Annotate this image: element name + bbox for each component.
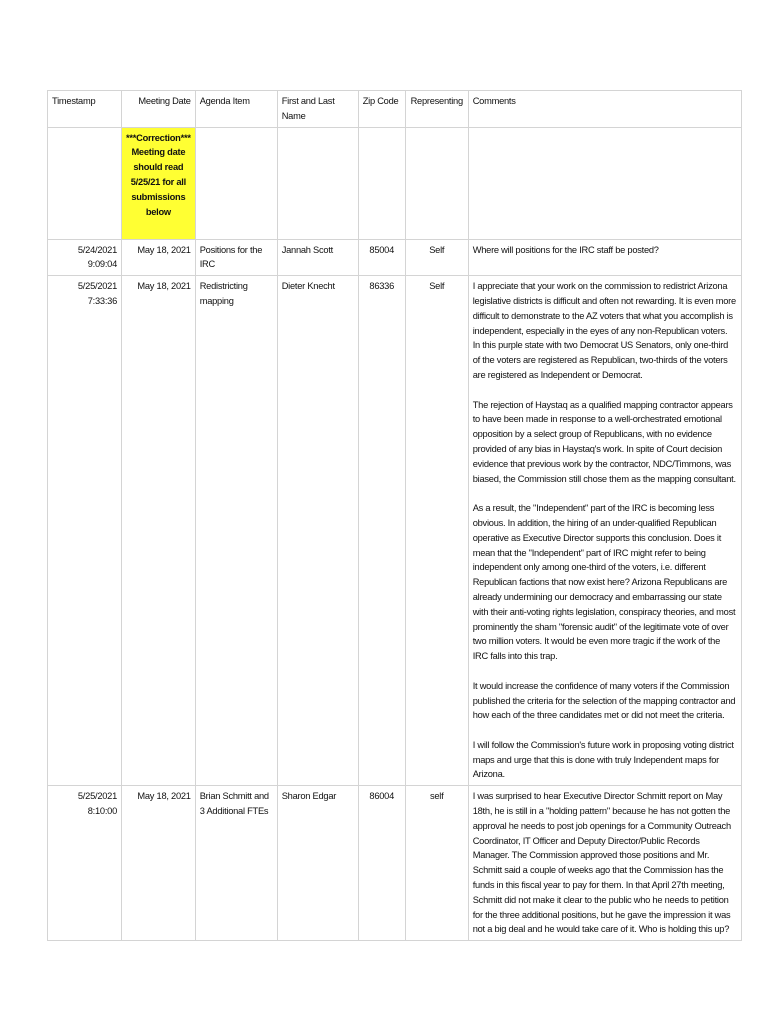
column-header-timestamp: Timestamp	[48, 91, 122, 128]
column-header-meeting-date: Meeting Date	[122, 91, 196, 128]
comment-paragraph: I will follow the Commission's future work in proposing voting district maps and urge that this is done with truly Independent maps for Arizona.	[472, 739, 734, 780]
column-header-zip: Zip Code	[358, 91, 405, 128]
empty-cell	[48, 127, 122, 239]
agenda-item-cell: Positions for the IRC	[195, 239, 277, 276]
name-cell: Sharon Edgar	[277, 786, 358, 941]
comment-paragraph: The rejection of Haystaq as a qualified mapping contractor appears to have been made in response to a well-orchestrated emotional opposition by a select group of Republicans, with no evidence provided of any bias in Haystaq's work. In spite of Court decision evidence that previous work by the contractor, NDC/Timmons, was biased, the Commission still chose them as the mapping consultant.	[472, 399, 736, 484]
column-header-agenda-item: Agenda Item	[195, 91, 277, 128]
table-row	[48, 786, 742, 941]
column-header-comments: Comments	[468, 91, 741, 128]
comments-cell	[468, 786, 741, 941]
agenda-item-cell: Redistricting mapping	[195, 276, 277, 786]
table-row	[48, 239, 742, 276]
representing-cell: Self	[405, 276, 468, 786]
comment-paragraph: I appreciate that your work on the commission to redistrict Arizona legislative districts is difficult and often not rewarding. It is even more difficult to demonstrate to the AZ voters that what you accomplish is independent, especially in the eyes of any non-Republican voters. In this purple state with two Democrat US Senators, only one-third of the voters are registered as Republican, two-thirds of the voters are registered as Independent or Democrat.	[472, 281, 736, 380]
comments-table	[47, 90, 742, 941]
empty-cell	[468, 127, 741, 239]
meeting-date-cell: May 18, 2021	[122, 276, 196, 786]
comment-paragraph: It would increase the confidence of many voters if the Commission published the criteria for the selection of the mapping contractor and how each of the three candidates met or did not meet the criteria.	[472, 680, 736, 721]
comment-paragraph: I was surprised to hear Executive Director Schmitt report on May 18th, he is still in a "holding pattern" because he has not gotten the approval he needs to post job openings for a Community Outreach Coordinator, IT Officer and Deputy Director/Public Records Manager. The Commission approved those positions and Mr. Schmitt said a couple of weeks ago that the Commission has the funds in this fiscal year to pay for them. In that April 27th meeting, Schmitt did not make it clear to the public who he needs to petition for the three additional positions, but he gave the impression it was not a big deal and he would take care of it. Who is holding this up?	[472, 791, 731, 935]
timestamp-cell: 5/25/2021 8:10:00	[48, 786, 122, 941]
empty-cell	[195, 127, 277, 239]
timestamp-cell: 5/24/2021 9:09:04	[48, 239, 122, 276]
comments-cell	[468, 276, 741, 786]
header-row	[48, 91, 742, 128]
meeting-date-cell: May 18, 2021	[122, 239, 196, 276]
comment-paragraph: As a result, the "Independent" part of the IRC is becoming less obvious. In addition, the hiring of an under-qualified Republican operative as Executive Director supports this conclusion. Does it mean that the "Independent" part of IRC might refer to being independent only among one-third of the voters, i.e. different Republican factions that now exist here? Arizona Republicans are already undermining our democracy and embarrassing our state with their anti-voting rights legislation, conspiracy theories, and most prominently the sham "forensic audit" of the legitimate vote of over two million voters. It would be even more tragic if the work of the IRC falls into this trap.	[472, 503, 736, 662]
name-cell: Jannah Scott	[277, 239, 358, 276]
timestamp-cell: 5/25/2021 7:33:36	[48, 276, 122, 786]
empty-cell	[277, 127, 358, 239]
column-header-representing: Representing	[405, 91, 468, 128]
zip-cell: 85004	[358, 239, 405, 276]
correction-row	[48, 127, 742, 239]
empty-cell	[358, 127, 405, 239]
comment-paragraph: Where will positions for the IRC staff be posted?	[472, 244, 659, 255]
meeting-date-cell: May 18, 2021	[122, 786, 196, 941]
correction-note: ***Correction*** Meeting date should read 5/25/21 for all submissions below	[122, 127, 196, 239]
table-row	[48, 276, 742, 786]
representing-cell: self	[405, 786, 468, 941]
name-cell: Dieter Knecht	[277, 276, 358, 786]
zip-cell: 86004	[358, 786, 405, 941]
column-header-name: First and Last Name	[277, 91, 358, 128]
representing-cell: Self	[405, 239, 468, 276]
comments-cell	[468, 239, 741, 276]
agenda-item-cell: Brian Schmitt and 3 Additional FTEs	[195, 786, 277, 941]
zip-cell: 86336	[358, 276, 405, 786]
empty-cell	[405, 127, 468, 239]
